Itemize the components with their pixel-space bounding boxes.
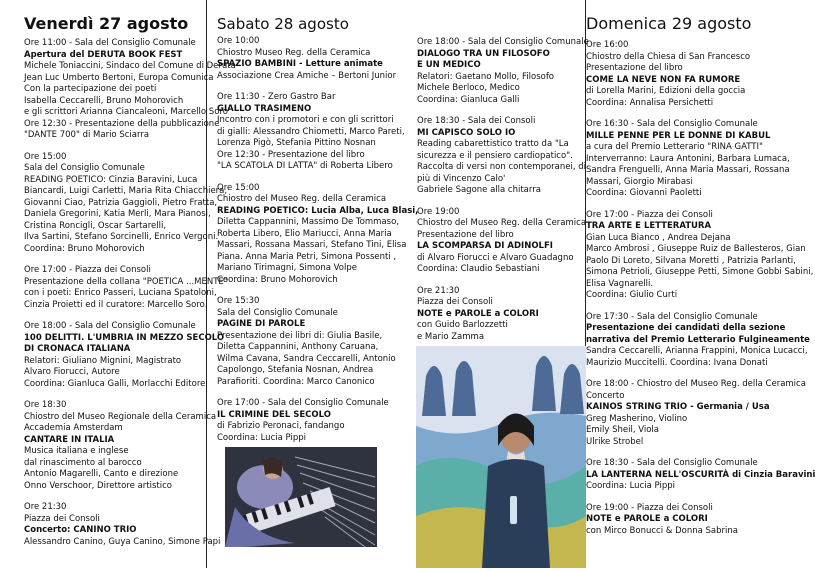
event-line: Ore 15:00 [217,182,260,193]
event-block [586,503,796,538]
event-line: Chiostro della Chiesa di San Francesco [586,51,751,62]
event-line: di Fabrizio Peronaci, fandango [217,421,345,431]
event-line: NOTE e PAROLE a COLORI [586,514,708,524]
event-line: Antonio Magarelli, Canto e direzione [24,469,179,479]
event-block [217,92,405,173]
event-line: Concerto [586,390,625,401]
event-line: Chiostro Museo Reg. della Ceramica [217,47,371,58]
event-line: Alvaro Fiorucci, Autore [24,367,120,377]
event-line: 100 DELITTI. L'UMBRIA IN MEZZO SECOLO [24,332,225,343]
event-line: più di Vincenzo Calo' [417,173,506,184]
event-line: Presentazione della collana "POETICA ...MENTE" [24,276,228,287]
event-line: Presentazione dei libri di: Giulia Basile, [217,330,383,341]
event-line: Ore 10:00 [217,36,260,46]
event-line: Apertura del DERUTA BOOK FEST [24,49,183,60]
saturday-evening-column [401,0,589,568]
event-block [417,206,587,276]
day-heading-friday: Venerdì 27 agosto [24,14,189,33]
event-line: Coordina: Gianluca Galli, Morlacchi Editore [24,378,206,389]
event-line: LA SCOMPARSA DI ADINOLFI [417,241,553,251]
event-block [586,119,796,200]
event-line: Giovanni Ciao, Patrizia Gaggioli, Pietro Fratta, [24,197,218,208]
event-line: dal rinascimento al barocco [24,457,142,468]
event-line: Simona Petrioli, Giuseppe Petti, Simone Gobbi Sabini, [586,267,814,277]
event-line: e gli scrittori Arianna Ciancaleoni, Marcello Soro [24,107,228,117]
event-line: IL CRIMINE DEL SECOLO [217,409,331,420]
event-line: Mariano Tirimagni, Simona Volpe [217,263,357,273]
event-line: Piazza dei Consoli [24,513,100,524]
event-line: Presentazione del libro [417,229,514,240]
event-line: Piana. Anna Maria Petri, Simona Possenti , [217,251,397,262]
event-line: Daniela Gregorini, Katia Merli, Mara Pianosi, [24,209,211,219]
event-line: Ore 19:00 - Piazza dei Consoli [586,502,713,513]
event-block [586,311,810,370]
event-line: Ore 18:30 [24,400,67,410]
event-block [24,265,228,311]
event-line: Isabella Ceccarelli, Bruno Mohorovich [24,95,184,106]
event-block [217,398,397,444]
event-line: LA LANTERNA NELL'OSCURITÀ di Cinzia Baravini [586,469,815,480]
event-line: "LA SCATOLA DI LATTA" di Roberta Libero [217,161,393,171]
event-line: Piazza dei Consoli [417,297,493,307]
event-line: Accademia Amsterdam [24,423,123,433]
event-line: Marco Ambrosi , Giuseppe Ruiz de Ballesteros, Gian [586,244,806,254]
event-line: Capolongo, Stefania Nosnan, Andrea [217,365,374,375]
event-line: READING POETICO: Cinzia Baravini, Luca [24,174,198,185]
event-line: Ore 12:30 - Presentazione della pubblicazione [24,118,220,129]
event-line: Ore 17:00 - Sala del Consiglio Comunale [217,398,389,408]
event-line: Ulrike Strobel [586,436,644,447]
event-line: Reading cabarettistico tratto da "La [417,139,569,149]
event-line: Con la partecipazione dei poeti [24,84,157,94]
event-line: Jean Luc Umberto Bertoni, Europa Comunica [24,72,214,83]
event-block [24,321,225,390]
event-line: Coordina: Gianluca Galli [417,94,520,105]
event-line: Ore 18:00 - Sala del Consiglio Comunale [24,321,196,331]
event-block [586,209,814,302]
event-line: Ore 18:00 - Sala del Consiglio Comunale [417,37,589,47]
event-block [24,38,236,142]
friday-column [0,0,236,568]
event-line: di gialli: Alessandro Chiometti, Marco Pareti, [217,126,405,137]
event-line: Presentazione del libro [586,63,683,73]
event-line: E UN MEDICO [417,60,481,70]
event-list [217,36,419,444]
event-line: Ore 15:30 [217,296,260,306]
event-line: Biancardi, Luigi Carletti, Maria Rita Chiacchiera, [24,186,228,196]
event-list [417,37,589,343]
event-block [586,379,806,448]
event-line: Ore 16:00 [586,40,629,50]
event-line: Paolo Di Loreto, Silvana Moretti , Patrizia Parlanti, [586,255,796,266]
event-line: Wilma Cavana, Sandra Ceccarelli, Antonio [217,353,396,364]
event-block [586,40,796,109]
event-line: Ore 18:00 - Chiostro del Museo Reg. della Ceramica [586,379,806,389]
event-line: Ore 21:30 [24,502,67,512]
event-line: SPAZIO BAMBINI - Letture animate [217,59,383,69]
event-line: Roberta Libero, Elio Mariucci, Anna Maria [217,228,392,239]
event-line: Gabriele Sagone alla chitarra [417,185,541,195]
event-line: e Mario Zamma [417,331,485,342]
event-block [24,400,217,492]
event-line: NOTE e PAROLE a COLORI [417,308,539,319]
event-line: Ore 11:00 - Sala del Consiglio Comunale [24,38,196,48]
event-line: Ore 11:30 - Zero Gastro Bar [217,92,336,102]
event-line: Massari, Giorgio Mirabasi [586,176,693,187]
event-line: Sala del Consiglio Comunale [217,307,338,318]
event-line: CANTARE IN ITALIA [24,434,115,445]
event-line: Relatori: Gaetano Mollo, Filosofo [417,71,555,82]
event-line: Lorenza Pigò, Stefania Pittino Nosnan [217,138,376,148]
event-line: Michele Toniaccini, Sindaco del Comune di Deruta [24,61,236,71]
event-line: Diletta Cappannini, Anthony Caruana, [217,342,379,352]
event-line: con Guido Barlozzetti [417,320,508,330]
event-list [24,38,236,548]
event-line: Associazione Crea Amiche – Bertoni Junior [217,70,397,81]
event-line: Interverranno: Laura Antonini, Barbara Lumaca, [586,153,790,164]
event-line: Coordina: Claudio Sebastiani [417,264,540,274]
event-line: di Lorella Marini, Edizioni della goccia [586,86,746,96]
event-line: Onno Verschoor, Direttore artistico [24,480,172,491]
event-line: Incontro con i promotori e con gli scrittori [217,115,394,125]
photo-art [416,346,586,568]
event-line: Gian Luca Bianco , Andrea Dejana [586,232,731,243]
day-heading-sunday: Domenica 29 agosto [586,14,752,33]
event-line: Ore 17:00 - Piazza dei Consoli [586,209,713,220]
event-line: Cristina Roncigli, Oscar Sartarelli, [24,220,167,231]
event-line: Coordina: Lucia Pippi [586,481,675,491]
event-line: Diletta Cappannini, Massimo De Tommaso, [217,217,399,227]
event-line: a cura del Premio Letterario "RINA GATTI" [586,142,763,152]
event-line: con i poeti: Enrico Passeri, Luciana Spatoloni, [24,288,217,298]
event-line: Greg Masherino, Violino [586,413,688,424]
event-block [417,286,581,344]
event-block [586,458,815,493]
event-block [217,182,419,287]
day-heading-saturday: Sabato 28 agosto [217,15,349,33]
event-line: Raccolta di versi non contemporanei, di [417,162,587,172]
event-line: Massari, Rossana Massari, Stefano Tini, Elisa [217,240,407,250]
event-line: Coordina: Lucia Pippi [217,432,306,443]
event-line: Musica italiana e inglese [24,446,129,456]
event-line: Ilva Sartini, Stefano Sorcinelli, Enrico Vergoni. [24,232,219,242]
event-line: Ore 18:30 - Sala dei Consoli [417,116,536,126]
event-line: con Mirco Bonucci & Donna Sabrina [586,525,738,536]
event-line: Ore 18:30 - Sala del Consiglio Comunale [586,458,758,468]
event-line: Ore 15:00 [24,151,67,162]
event-line: Ore 17:00 - Piazza dei Consoli [24,265,151,275]
event-line: Relatori: Giuliano Mignini, Magistrato [24,355,182,366]
event-line: Coordina: Bruno Mohorovich [217,274,338,285]
event-line: KAINOS STRING TRIO - Germania / Usa [586,402,770,412]
event-block [24,151,228,256]
event-line: COME LA NEVE NON FA RUMORE [586,74,741,85]
illustration-art [225,447,377,547]
event-line: Presentazione dei candidati della sezione [586,323,786,333]
event-line: Elisa Vagnarelli. [586,278,654,289]
event-line: READING POETICO: Lucia Alba, Luca Blasi, [217,205,419,216]
event-line: Coordina: Annalisa Persichetti [586,97,714,108]
event-line: Concerto: CANINO TRIO [24,525,137,535]
event-block [24,502,221,548]
event-line: "DANTE 700" di Mario Sciarra [24,130,150,140]
event-line: Cinzia Proietti ed il curatore: Marcello Soro. [24,299,208,310]
event-line: Chiostro del Museo Reg. della Ceramica [217,194,387,204]
event-line: Emily Sheil, Viola [586,425,660,435]
event-line: Coordina: Giovanni Paoletti [586,188,702,198]
event-line: Chiostro del Museo Reg. della Ceramica [417,218,587,228]
event-block [217,36,397,82]
event-list [586,40,815,537]
event-line: Ore 17:30 - Sala del Consiglio Comunale [586,311,758,322]
event-line: di Alvaro Fiorucci e Alvaro Guadagno [417,252,574,263]
illustration-woman-piano [225,447,377,547]
event-line: sicurezza e il pensiero cardiopatico". [417,150,573,161]
event-line: Alessandro Canino, Guya Canino, Simone Papi [24,536,221,547]
event-line: Ore 12:30 - Presentazione del libro [217,149,365,160]
saturday-column [207,0,419,568]
sunday-column [586,0,815,568]
event-line: Coordina: Bruno Mohorovich [24,243,145,254]
event-line: Parafioriti. Coordina: Marco Canonico [217,376,375,387]
event-line: GIALLO TRASIMENO [217,103,312,114]
event-block [417,116,587,197]
event-line: Sandra Frenguelli, Anna Maria Massari, Rossana [586,165,790,175]
event-block [217,296,397,388]
event-line: Maurizio Muccitelli. Coordina: Ivana Donati [586,357,768,368]
event-line: DIALOGO TRA UN FILOSOFO [417,48,550,59]
event-line: Ore 16:30 - Sala del Consiglio Comunale [586,119,758,129]
event-line: Sandra Ceccarelli, Arianna Frappini, Monica Lucacci, [586,346,808,356]
event-line: Ore 21:30 [417,285,460,296]
event-line: narrativa del Premio Letterario Fulgineamente [586,334,810,345]
event-line: Coordina: Giulio Curti [586,290,678,300]
event-line: PAGINE DI PAROLE [217,319,306,329]
event-line: MI CAPISCO SOLO IO [417,127,516,138]
photo-woman-mural [416,346,586,568]
event-line: MILLE PENNE PER LE DONNE DI KABUL [586,130,771,141]
event-block [417,37,589,106]
event-line: DI CRONACA ITALIANA [24,344,131,354]
event-line: Michele Berloco, Medico [417,83,520,93]
event-line: TRA ARTE E LETTERATURA [586,221,712,231]
event-line: Sala del Consiglio Comunale [24,163,145,173]
event-line: Chiostro del Museo Regionale della Ceramica [24,411,217,422]
event-line: Ore 19:00 [417,206,460,217]
